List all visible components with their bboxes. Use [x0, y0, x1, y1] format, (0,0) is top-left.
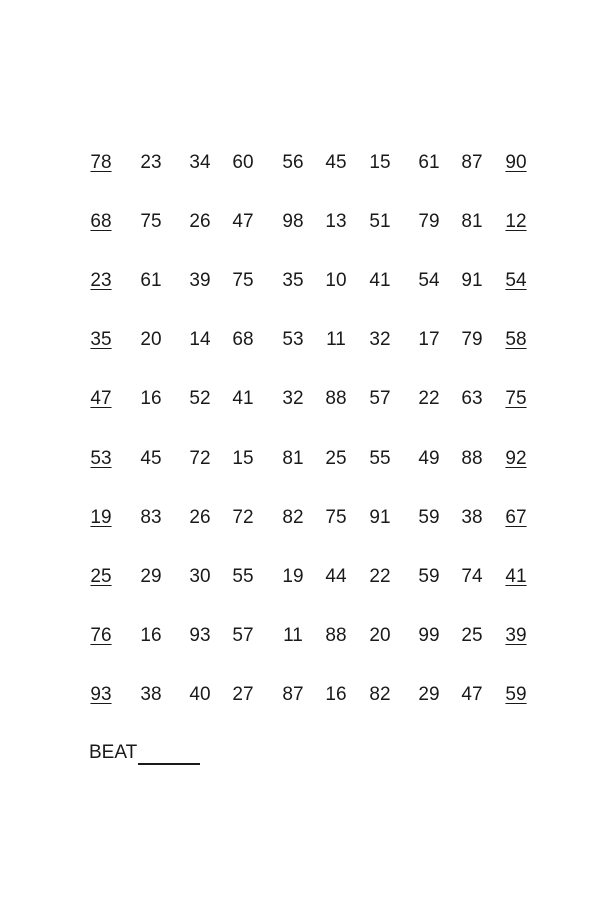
grid-number: 38 — [461, 507, 483, 528]
row-first-number: 19 — [90, 507, 112, 528]
grid-number: 44 — [325, 566, 347, 587]
row-first-number: 68 — [90, 211, 112, 232]
grid-number: 17 — [418, 329, 440, 350]
grid-number: 32 — [282, 388, 304, 409]
row-last-number: 67 — [505, 507, 527, 528]
grid-number: 88 — [461, 448, 483, 469]
grid-number: 26 — [189, 507, 211, 528]
grid-number: 38 — [140, 684, 162, 705]
grid-number: 72 — [189, 448, 211, 469]
row-last-number: 59 — [505, 684, 527, 705]
grid-number: 47 — [461, 684, 483, 705]
grid-row — [0, 210, 601, 236]
grid-number: 79 — [418, 211, 440, 232]
grid-number: 72 — [232, 507, 254, 528]
grid-number: 22 — [369, 566, 391, 587]
grid-number: 11 — [326, 329, 346, 350]
grid-number: 56 — [282, 152, 304, 173]
grid-number: 45 — [140, 448, 162, 469]
grid-number: 23 — [140, 152, 162, 173]
grid-number: 83 — [140, 507, 162, 528]
row-first-number: 76 — [90, 625, 112, 646]
grid-number: 82 — [282, 507, 304, 528]
grid-number: 91 — [369, 507, 391, 528]
grid-number: 14 — [189, 329, 211, 350]
grid-row — [0, 269, 601, 295]
grid-number: 75 — [140, 211, 162, 232]
row-last-number: 12 — [505, 211, 527, 232]
grid-number: 15 — [232, 448, 254, 469]
grid-row — [0, 565, 601, 591]
grid-number: 40 — [189, 684, 211, 705]
grid-row — [0, 328, 601, 354]
grid-number: 99 — [418, 625, 440, 646]
grid-number: 63 — [461, 388, 483, 409]
row-last-number: 92 — [505, 448, 527, 469]
row-last-number: 54 — [505, 270, 527, 291]
grid-number: 16 — [325, 684, 347, 705]
grid-row — [0, 683, 601, 709]
row-first-number: 47 — [90, 388, 112, 409]
grid-number: 13 — [325, 211, 347, 232]
grid-row — [0, 624, 601, 650]
row-first-number: 23 — [90, 270, 112, 291]
beat-blank-line — [138, 745, 200, 765]
grid-number: 11 — [283, 625, 303, 646]
grid-number: 59 — [418, 566, 440, 587]
grid-number: 41 — [369, 270, 391, 291]
grid-number: 15 — [369, 152, 391, 173]
grid-number: 20 — [140, 329, 162, 350]
grid-number: 47 — [232, 211, 254, 232]
grid-number: 22 — [418, 388, 440, 409]
grid-number: 29 — [140, 566, 162, 587]
grid-number: 57 — [369, 388, 391, 409]
grid-number: 35 — [282, 270, 304, 291]
grid-number: 74 — [461, 566, 483, 587]
grid-number: 30 — [189, 566, 211, 587]
grid-number: 81 — [282, 448, 304, 469]
row-last-number: 90 — [505, 152, 527, 173]
grid-number: 52 — [189, 388, 211, 409]
grid-row — [0, 447, 601, 473]
grid-number: 79 — [461, 329, 483, 350]
beat-line — [89, 741, 200, 765]
grid-number: 54 — [418, 270, 440, 291]
row-last-number: 39 — [505, 625, 527, 646]
grid-number: 32 — [369, 329, 391, 350]
row-first-number: 53 — [90, 448, 112, 469]
row-first-number: 35 — [90, 329, 112, 350]
grid-number: 75 — [325, 507, 347, 528]
grid-number: 53 — [282, 329, 304, 350]
grid-number: 34 — [189, 152, 211, 173]
row-last-number: 41 — [505, 566, 527, 587]
row-last-number: 58 — [505, 329, 527, 350]
grid-number: 55 — [232, 566, 254, 587]
grid-number: 25 — [461, 625, 483, 646]
row-first-number: 25 — [90, 566, 112, 587]
grid-number: 41 — [232, 388, 254, 409]
grid-row — [0, 151, 601, 177]
grid-number: 51 — [369, 211, 391, 232]
grid-number: 91 — [461, 270, 483, 291]
grid-number: 82 — [369, 684, 391, 705]
beat-label: BEAT — [89, 742, 138, 763]
grid-number: 81 — [461, 211, 483, 232]
grid-number: 61 — [140, 270, 162, 291]
grid-number: 68 — [232, 329, 254, 350]
grid-number: 25 — [325, 448, 347, 469]
grid-number: 88 — [325, 388, 347, 409]
grid-number: 87 — [282, 684, 304, 705]
grid-number: 98 — [282, 211, 304, 232]
grid-number: 16 — [140, 388, 162, 409]
grid-number: 26 — [189, 211, 211, 232]
grid-number: 45 — [325, 152, 347, 173]
row-first-number: 78 — [90, 152, 112, 173]
row-first-number: 93 — [90, 684, 112, 705]
grid-number: 20 — [369, 625, 391, 646]
grid-number: 10 — [325, 270, 347, 291]
grid-number: 16 — [140, 625, 162, 646]
grid-number: 19 — [282, 566, 304, 587]
grid-row — [0, 387, 601, 413]
grid-number: 57 — [232, 625, 254, 646]
grid-number: 27 — [232, 684, 254, 705]
grid-number: 61 — [418, 152, 440, 173]
grid-row — [0, 506, 601, 532]
grid-number: 39 — [189, 270, 211, 291]
grid-number: 60 — [232, 152, 254, 173]
grid-number: 49 — [418, 448, 440, 469]
grid-number: 29 — [418, 684, 440, 705]
grid-number: 93 — [189, 625, 211, 646]
grid-number: 59 — [418, 507, 440, 528]
grid-number: 75 — [232, 270, 254, 291]
row-last-number: 75 — [505, 388, 527, 409]
grid-number: 55 — [369, 448, 391, 469]
grid-number: 87 — [461, 152, 483, 173]
grid-number: 88 — [325, 625, 347, 646]
